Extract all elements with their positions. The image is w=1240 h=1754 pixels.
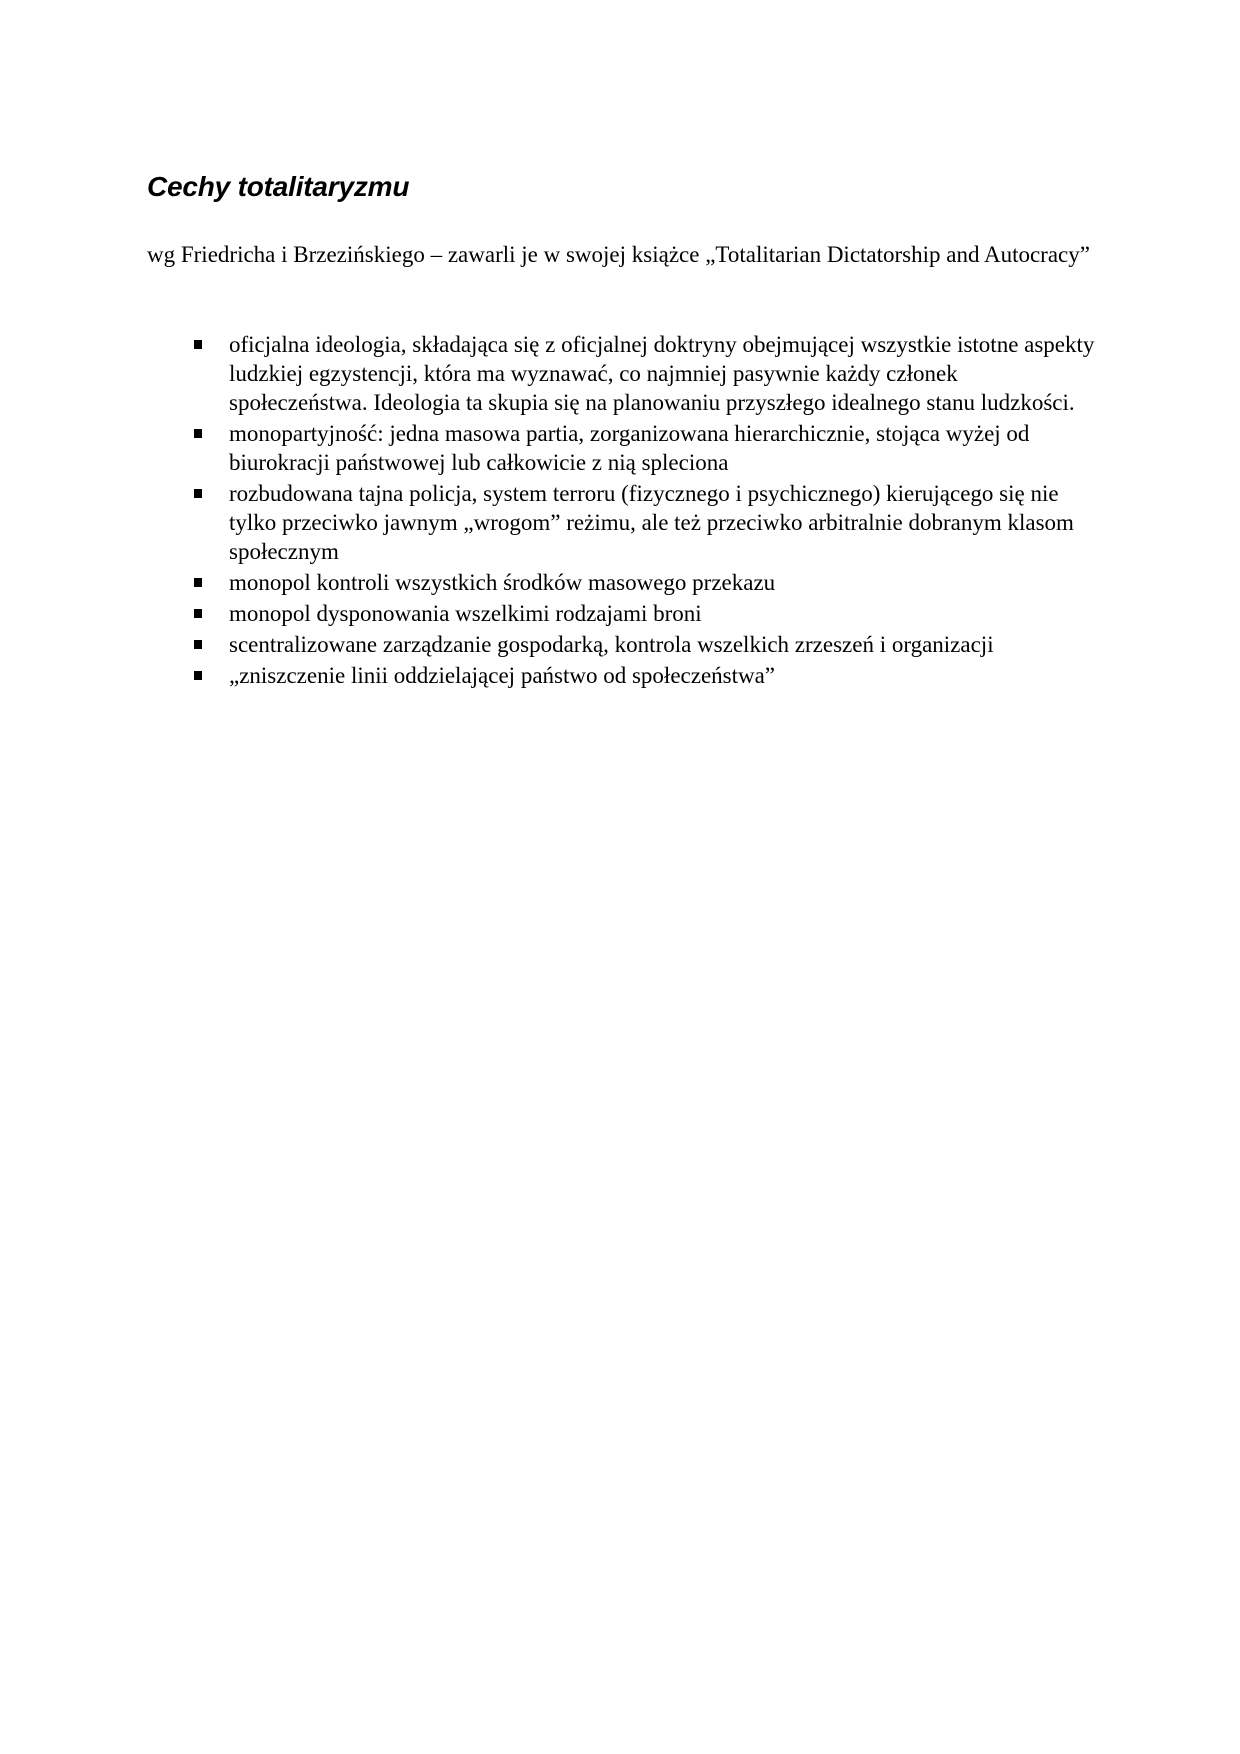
list-item-text: oficjalna ideologia, składająca się z oficjalnej doktryny obejmującej wszystkie istotne aspekty ludzkiej egzystencji, która ma wyznawać, co najmniej pasywnie każdy członek społeczeństwa. Ideologia ta skupia się na planowaniu przyszłego idealnego stanu ludzkości.: [229, 332, 1095, 415]
square-bullet-icon: [194, 640, 202, 649]
list-item: [147, 479, 1097, 566]
list-item-text: rozbudowana tajna policja, system terroru (fizycznego i psychicznego) kierującego się nie tylko przeciwko jawnym „wrogom” reżimu, ale też przeciwko arbitralnie dobranym klasom społecznym: [229, 481, 1074, 564]
square-bullet-icon: [194, 671, 202, 680]
list-item-text: monopartyjność: jedna masowa partia, zorganizowana hierarchicznie, stojąca wyżej od biurokracji państwowej lub całkowicie z nią spleciona: [229, 421, 1030, 475]
list-item: [147, 661, 1097, 690]
square-bullet-icon: [194, 340, 202, 349]
features-list: [147, 330, 1097, 692]
square-bullet-icon: [194, 609, 202, 618]
list-item: [147, 330, 1097, 417]
square-bullet-icon: [194, 429, 202, 438]
list-item: [147, 419, 1097, 477]
list-item-text: monopol kontroli wszystkich środków masowego przekazu: [229, 570, 776, 595]
list-item-text: monopol dysponowania wszelkimi rodzajami broni: [229, 601, 702, 626]
intro-paragraph: wg Friedricha i Brzezińskiego – zawarli je w swojej książce „Totalitarian Dictatorship and Autocracy”: [147, 242, 1090, 267]
list-item-text: „zniszczenie linii oddzielającej państwo od społeczeństwa”: [229, 663, 776, 688]
list-item: [147, 599, 1097, 628]
list-item-text: scentralizowane zarządzanie gospodarką, kontrola wszelkich zrzeszeń i organizacji: [229, 632, 994, 657]
list-item: [147, 630, 1097, 659]
document-title: Cechy totalitaryzmu: [147, 171, 410, 202]
list-item: [147, 568, 1097, 597]
square-bullet-icon: [194, 578, 202, 587]
square-bullet-icon: [194, 489, 202, 498]
